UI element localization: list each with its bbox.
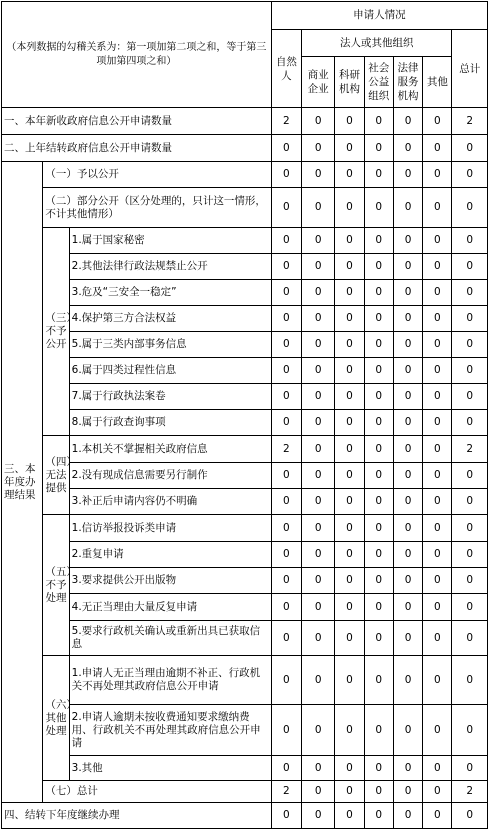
table-row [2, 594, 488, 621]
value-cell: 0 [393, 489, 422, 515]
value-cell: 0 [393, 594, 422, 621]
value-cell: 2 [452, 436, 488, 463]
value-cell: 0 [364, 384, 393, 410]
value-cell: 0 [335, 135, 364, 162]
value-cell: 0 [302, 410, 335, 436]
table-row [2, 621, 488, 656]
value-cell: 0 [452, 656, 488, 705]
value-cell: 0 [393, 542, 422, 568]
value-cell: 0 [335, 542, 364, 568]
value-cell: 0 [335, 781, 364, 803]
value-cell: 0 [335, 108, 364, 135]
row-label: 3.要求提供公开出版物 [69, 568, 271, 594]
value-cell: 0 [302, 568, 335, 594]
value-cell: 0 [423, 306, 452, 332]
value-cell: 0 [452, 542, 488, 568]
header-natural-person: 自然人 [271, 30, 301, 108]
value-cell: 0 [393, 756, 422, 781]
value-cell: 0 [423, 489, 452, 515]
value-cell: 0 [452, 188, 488, 228]
table-row [2, 306, 488, 332]
value-cell: 0 [302, 594, 335, 621]
value-cell: 0 [271, 489, 301, 515]
value-cell: 0 [423, 135, 452, 162]
table-row [2, 358, 488, 384]
value-cell: 0 [393, 568, 422, 594]
value-cell: 0 [302, 436, 335, 463]
value-cell: 0 [393, 332, 422, 358]
row-label-partial-public: （二）部分公开（区分处理的，只计这一情形，不计其他情形） [43, 188, 271, 228]
value-cell: 0 [364, 656, 393, 705]
value-cell: 0 [271, 410, 301, 436]
group-label-not-processed: （五）不予处理 [43, 515, 69, 656]
value-cell: 0 [393, 280, 422, 306]
value-cell: 0 [302, 489, 335, 515]
value-cell: 0 [271, 803, 301, 829]
value-cell: 0 [271, 332, 301, 358]
value-cell: 0 [452, 135, 488, 162]
value-cell: 0 [335, 756, 364, 781]
value-cell: 0 [393, 705, 422, 756]
value-cell: 0 [423, 254, 452, 280]
table-row [2, 135, 488, 162]
value-cell: 0 [364, 515, 393, 542]
value-cell: 0 [393, 781, 422, 803]
value-cell: 0 [335, 515, 364, 542]
value-cell: 0 [271, 705, 301, 756]
value-cell: 0 [302, 358, 335, 384]
value-cell: 0 [393, 803, 422, 829]
value-cell: 0 [271, 621, 301, 656]
row-label: 8.属于行政查询事项 [69, 410, 271, 436]
value-cell: 0 [393, 358, 422, 384]
value-cell: 0 [393, 306, 422, 332]
value-cell: 0 [452, 705, 488, 756]
value-cell: 0 [271, 594, 301, 621]
row-label: 1.属于国家秘密 [69, 228, 271, 254]
value-cell: 0 [271, 656, 301, 705]
value-cell: 0 [423, 781, 452, 803]
table-row [2, 228, 488, 254]
row-label: 5.属于三类内部事务信息 [69, 332, 271, 358]
row-label: 1.本机关不掌握相关政府信息 [69, 436, 271, 463]
value-cell: 0 [423, 621, 452, 656]
value-cell: 0 [335, 306, 364, 332]
value-cell: 0 [335, 358, 364, 384]
value-cell: 0 [452, 621, 488, 656]
value-cell: 0 [393, 228, 422, 254]
header-commercial: 商业企业 [302, 57, 335, 108]
table-row [2, 705, 488, 756]
value-cell: 0 [364, 489, 393, 515]
value-cell: 0 [364, 568, 393, 594]
row-label: 3.其他 [69, 756, 271, 781]
value-cell: 0 [271, 135, 301, 162]
value-cell: 0 [393, 656, 422, 705]
value-cell: 0 [393, 162, 422, 188]
value-cell: 0 [302, 306, 335, 332]
value-cell: 0 [302, 621, 335, 656]
group-label-other-processing: （六）其他处理 [43, 656, 69, 781]
value-cell: 0 [423, 756, 452, 781]
value-cell: 0 [393, 188, 422, 228]
value-cell: 0 [335, 254, 364, 280]
value-cell: 0 [302, 254, 335, 280]
value-cell: 0 [393, 436, 422, 463]
value-cell: 0 [393, 621, 422, 656]
value-cell: 0 [335, 410, 364, 436]
value-cell: 0 [452, 228, 488, 254]
row-label: 2.申请人逾期未按收费通知要求缴纳费用、行政机关不再处理其政府信息公开申请 [69, 705, 271, 756]
value-cell: 0 [335, 188, 364, 228]
value-cell: 0 [452, 358, 488, 384]
value-cell: 0 [364, 621, 393, 656]
value-cell: 2 [271, 781, 301, 803]
row-label-carried-over: 二、上年结转政府信息公开申请数量 [2, 135, 272, 162]
value-cell: 0 [364, 436, 393, 463]
value-cell: 0 [423, 228, 452, 254]
value-cell: 0 [393, 254, 422, 280]
value-cell: 0 [271, 384, 301, 410]
value-cell: 0 [364, 542, 393, 568]
value-cell: 0 [335, 568, 364, 594]
value-cell: 0 [302, 463, 335, 489]
disclosure-statistics-table [1, 1, 488, 829]
value-cell: 0 [393, 108, 422, 135]
value-cell: 0 [271, 254, 301, 280]
table-row [2, 162, 488, 188]
value-cell: 0 [271, 542, 301, 568]
table-row [2, 515, 488, 542]
section-label-results: 三、本年度办理结果 [2, 162, 43, 803]
value-cell: 0 [364, 188, 393, 228]
row-label-next-year: 四、结转下年度继续办理 [2, 803, 272, 829]
row-label: 7.属于行政执法案卷 [69, 384, 271, 410]
value-cell: 0 [364, 594, 393, 621]
table-row [2, 254, 488, 280]
value-cell: 0 [302, 705, 335, 756]
value-cell: 0 [302, 515, 335, 542]
value-cell: 0 [452, 463, 488, 489]
value-cell: 0 [423, 803, 452, 829]
value-cell: 0 [452, 515, 488, 542]
value-cell: 0 [423, 656, 452, 705]
table-row [2, 332, 488, 358]
table-row [2, 280, 488, 306]
value-cell: 0 [452, 162, 488, 188]
value-cell: 2 [271, 108, 301, 135]
value-cell: 0 [364, 135, 393, 162]
row-label: 6.属于四类过程性信息 [69, 358, 271, 384]
row-label: 2.没有现成信息需要另行制作 [69, 463, 271, 489]
value-cell: 0 [452, 254, 488, 280]
value-cell: 0 [271, 463, 301, 489]
value-cell: 0 [271, 756, 301, 781]
value-cell: 0 [423, 358, 452, 384]
value-cell: 0 [364, 162, 393, 188]
value-cell: 0 [335, 463, 364, 489]
row-label-public: （一）予以公开 [43, 162, 271, 188]
value-cell: 0 [423, 542, 452, 568]
value-cell: 0 [364, 705, 393, 756]
value-cell: 0 [364, 228, 393, 254]
value-cell: 0 [271, 162, 301, 188]
value-cell: 0 [302, 384, 335, 410]
value-cell: 0 [335, 162, 364, 188]
table-row [2, 188, 488, 228]
header-other: 其他 [423, 57, 452, 108]
value-cell: 2 [452, 108, 488, 135]
value-cell: 0 [335, 228, 364, 254]
value-cell: 0 [364, 332, 393, 358]
value-cell: 0 [271, 280, 301, 306]
value-cell: 0 [452, 384, 488, 410]
row-label: 5.要求行政机关确认或重新出具已获取信息 [69, 621, 271, 656]
value-cell: 0 [302, 228, 335, 254]
value-cell: 0 [335, 803, 364, 829]
value-cell: 0 [364, 280, 393, 306]
value-cell: 0 [452, 410, 488, 436]
value-cell: 0 [364, 306, 393, 332]
value-cell: 0 [364, 410, 393, 436]
value-cell: 0 [335, 705, 364, 756]
row-label: 4.无正当理由大量反复申请 [69, 594, 271, 621]
value-cell: 0 [335, 436, 364, 463]
row-label: 2.重复申请 [69, 542, 271, 568]
value-cell: 0 [335, 594, 364, 621]
value-cell: 0 [452, 594, 488, 621]
value-cell: 0 [393, 384, 422, 410]
table-row [2, 756, 488, 781]
row-label-new-applications: 一、本年新收政府信息公开申请数量 [2, 108, 272, 135]
value-cell: 0 [271, 358, 301, 384]
value-cell: 0 [302, 542, 335, 568]
value-cell: 0 [423, 108, 452, 135]
value-cell: 0 [271, 188, 301, 228]
value-cell: 0 [335, 489, 364, 515]
value-cell: 0 [271, 228, 301, 254]
group-label-not-public: （三）不予公开 [43, 228, 69, 436]
header-public-welfare: 社会公益组织 [364, 57, 393, 108]
value-cell: 0 [452, 803, 488, 829]
value-cell: 0 [452, 332, 488, 358]
value-cell: 0 [335, 656, 364, 705]
value-cell: 0 [364, 254, 393, 280]
value-cell: 0 [302, 656, 335, 705]
group-label-unable: （四）无法提供 [43, 436, 69, 515]
value-cell: 0 [335, 280, 364, 306]
value-cell: 0 [364, 358, 393, 384]
value-cell: 0 [423, 568, 452, 594]
row-label: 2.其他法律行政法规禁止公开 [69, 254, 271, 280]
header-legal-or-other: 法人或其他组织 [302, 30, 452, 57]
row-label: 4.保护第三方合法权益 [69, 306, 271, 332]
header-total: 总计 [452, 30, 488, 108]
row-label: 3.危及“三安全一稳定” [69, 280, 271, 306]
row-label-total: （七）总计 [43, 781, 271, 803]
value-cell: 0 [302, 135, 335, 162]
value-cell: 0 [335, 621, 364, 656]
value-cell: 2 [452, 781, 488, 803]
value-cell: 0 [423, 280, 452, 306]
table-row [2, 489, 488, 515]
header-research: 科研机构 [335, 57, 364, 108]
value-cell: 0 [364, 781, 393, 803]
value-cell: 0 [302, 162, 335, 188]
value-cell: 0 [364, 463, 393, 489]
value-cell: 2 [271, 436, 301, 463]
value-cell: 0 [423, 436, 452, 463]
value-cell: 0 [423, 188, 452, 228]
header-legal-service: 法律服务机构 [393, 57, 422, 108]
value-cell: 0 [423, 332, 452, 358]
value-cell: 0 [423, 463, 452, 489]
row-label: 1.信访举报投诉类申请 [69, 515, 271, 542]
table-row [2, 542, 488, 568]
value-cell: 0 [423, 410, 452, 436]
value-cell: 0 [452, 306, 488, 332]
value-cell: 0 [423, 705, 452, 756]
value-cell: 0 [423, 162, 452, 188]
table-row [2, 656, 488, 705]
row-label: 1.申请人无正当理由逾期不补正、行政机关不再处理其政府信息公开申请 [69, 656, 271, 705]
value-cell: 0 [423, 515, 452, 542]
value-cell: 0 [364, 108, 393, 135]
value-cell: 0 [335, 332, 364, 358]
value-cell: 0 [423, 384, 452, 410]
value-cell: 0 [393, 515, 422, 542]
header-note: （本列数据的勾稽关系为：第一项加第二项之和，等于第三项加第四项之和） [2, 2, 272, 108]
table-row [2, 803, 488, 829]
value-cell: 0 [364, 803, 393, 829]
table-row [2, 384, 488, 410]
table-row [2, 436, 488, 463]
value-cell: 0 [452, 489, 488, 515]
value-cell: 0 [393, 463, 422, 489]
value-cell: 0 [364, 756, 393, 781]
value-cell: 0 [302, 781, 335, 803]
header-applicant-info: 申请人情况 [271, 2, 487, 30]
value-cell: 0 [271, 306, 301, 332]
value-cell: 0 [335, 384, 364, 410]
table-row [2, 410, 488, 436]
value-cell: 0 [302, 280, 335, 306]
value-cell: 0 [271, 568, 301, 594]
value-cell: 0 [393, 135, 422, 162]
row-label: 3.补正后申请内容仍不明确 [69, 489, 271, 515]
table-row [2, 108, 488, 135]
value-cell: 0 [302, 108, 335, 135]
value-cell: 0 [302, 803, 335, 829]
value-cell: 0 [302, 756, 335, 781]
value-cell: 0 [452, 280, 488, 306]
value-cell: 0 [452, 756, 488, 781]
value-cell: 0 [393, 410, 422, 436]
value-cell: 0 [271, 515, 301, 542]
value-cell: 0 [302, 332, 335, 358]
value-cell: 0 [452, 568, 488, 594]
value-cell: 0 [423, 594, 452, 621]
table-row [2, 781, 488, 803]
value-cell: 0 [302, 188, 335, 228]
